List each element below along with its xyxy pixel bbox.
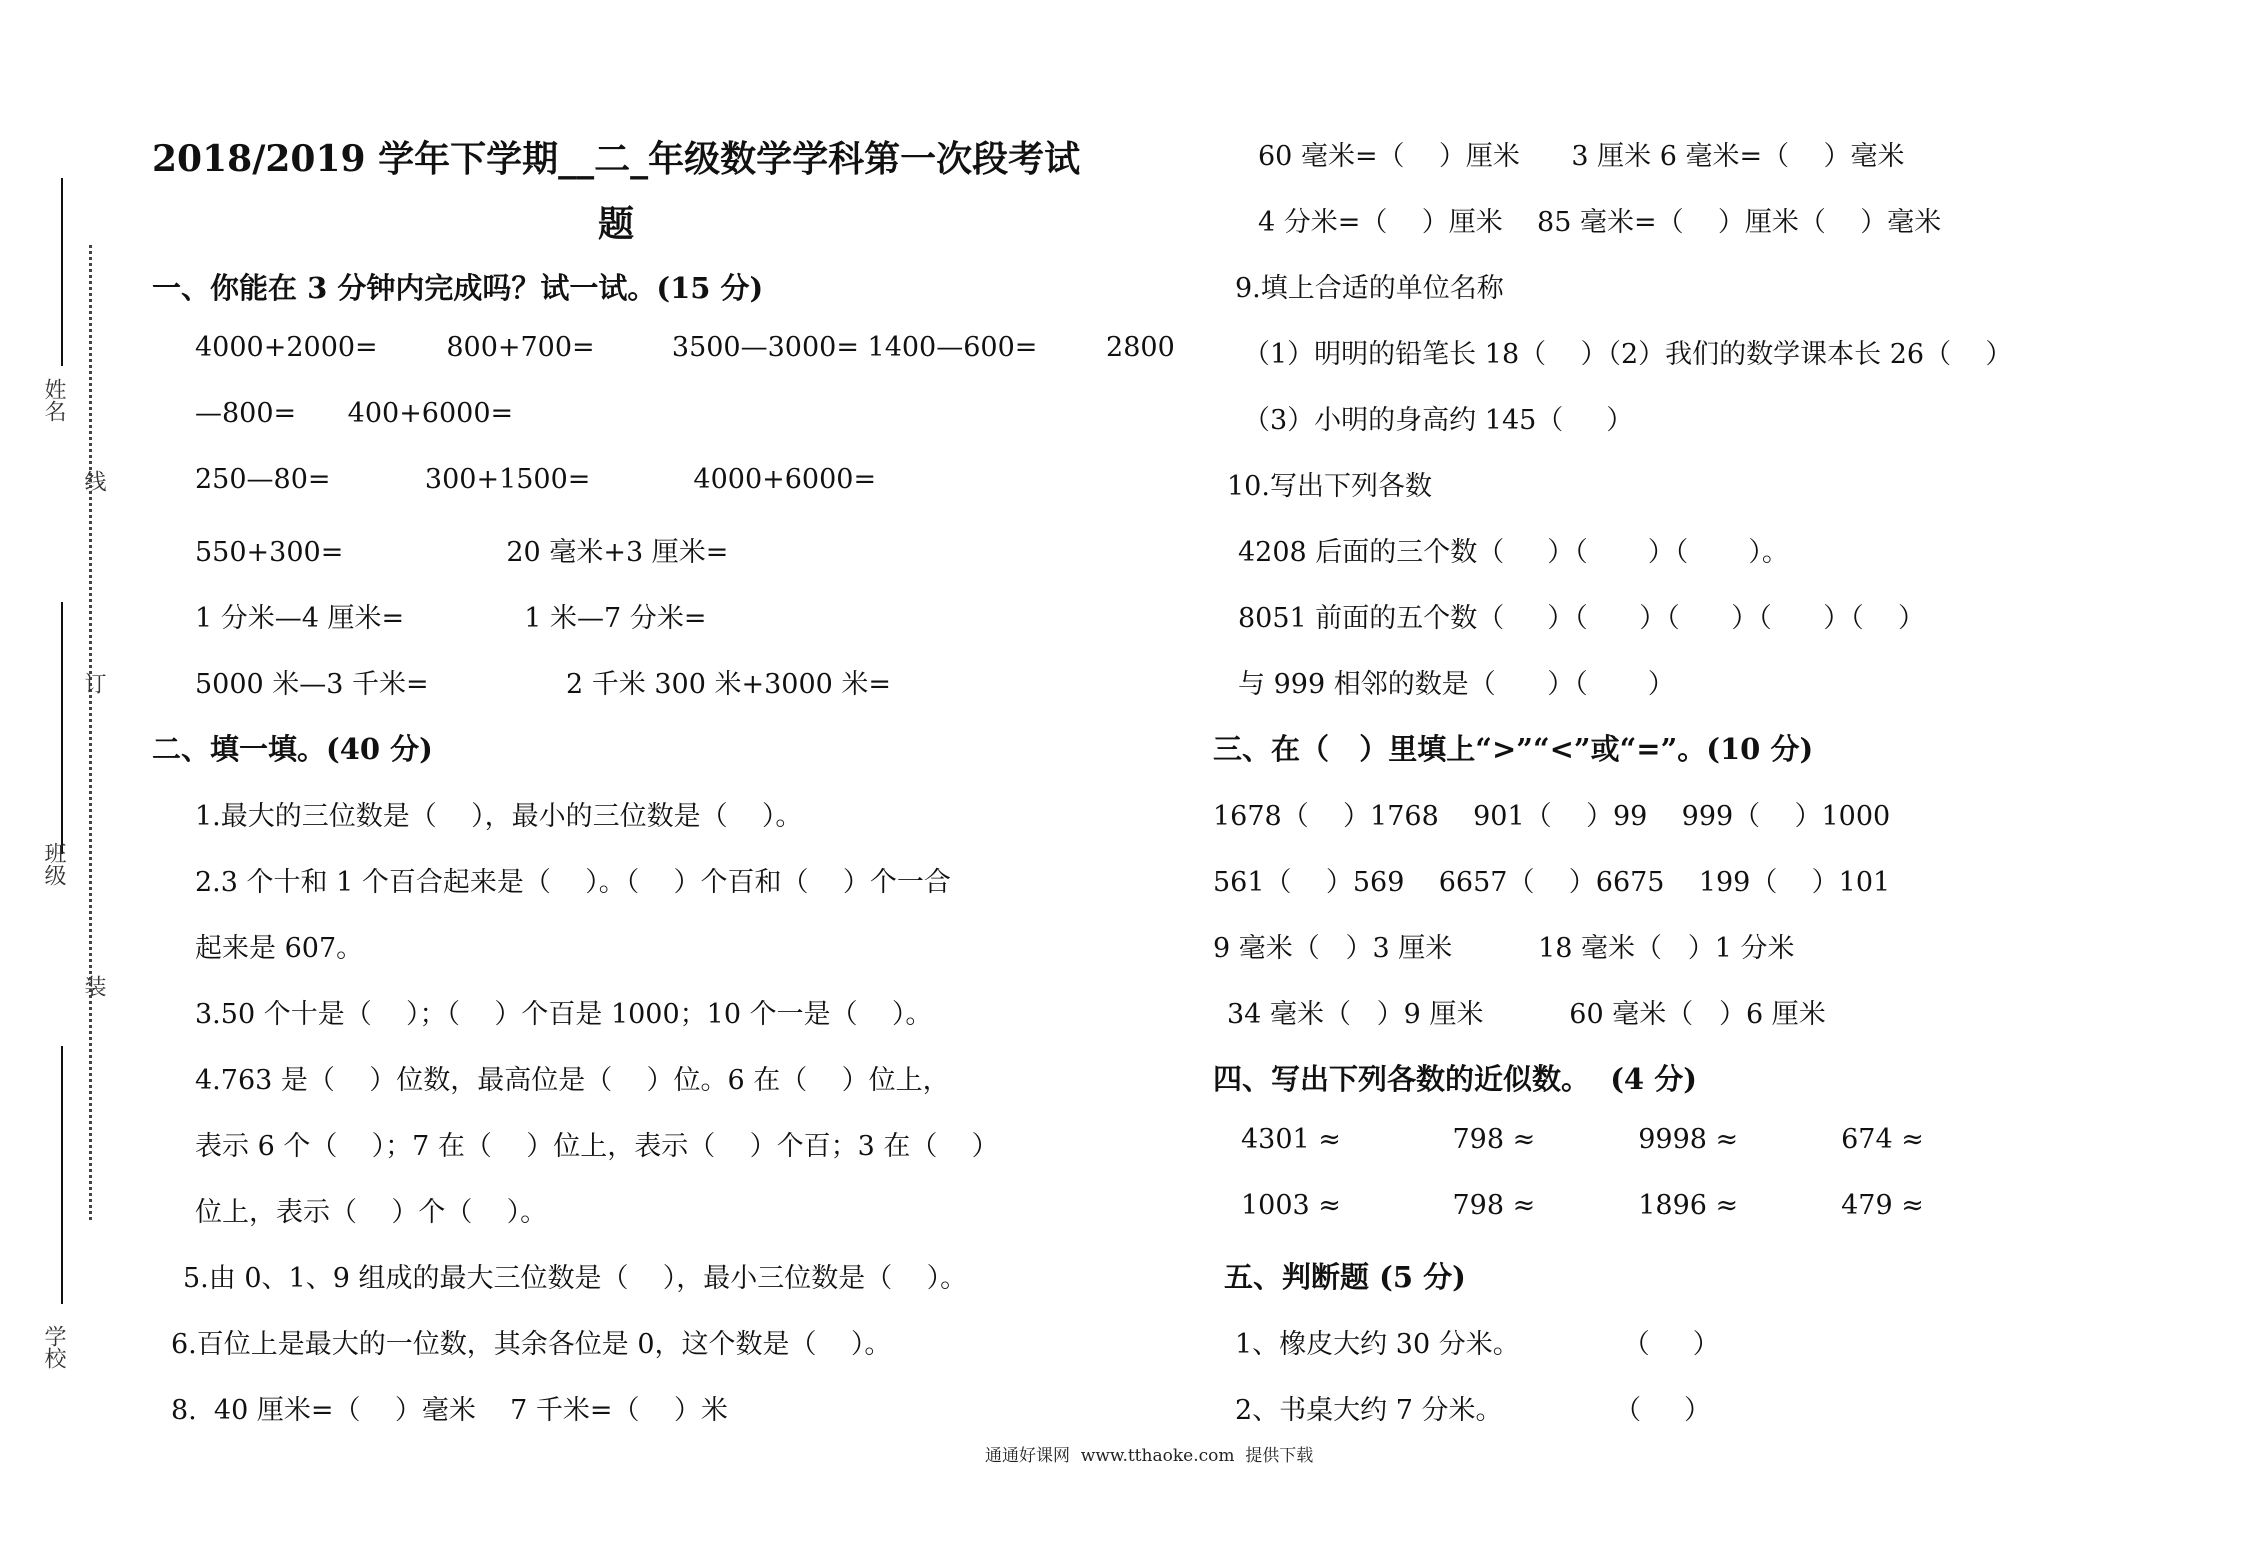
right-line: 561（ ）569 6657（ ）6675 199（ ）101 (1213, 867, 1891, 898)
right-line: 1、橡皮大约 30 分米。 （ ） (1235, 1329, 1720, 1360)
right-line: 4 分米=（ ）厘米 85 毫米=（ ）厘米（ ）毫米 (1258, 207, 1942, 238)
section-2-heading: 二、填一填。(40 分) (152, 732, 433, 766)
right-line: 34 毫米（ ）9 厘米 60 毫米（ ）6 厘米 (1227, 999, 1826, 1030)
right-line: 8051 前面的五个数（ ）（ ）（ ）（ ）（ ） (1238, 603, 1926, 634)
section-1-heading: 一、你能在 3 分钟内完成吗？试一试。(15 分) (152, 271, 764, 305)
page-title-cont: 题 (598, 203, 635, 245)
left-line: 2.3 个十和 1 个百合起来是（ ）。（ ）个百和（ ）个一合 (195, 867, 951, 898)
left-line: 位上，表示（ ）个（ ）。 (195, 1197, 548, 1228)
binding-label-ding: 订 (81, 672, 106, 694)
right-line: （1）明明的铅笔长 18（ ）（2）我们的数学课本长 26（ ） (1243, 339, 2013, 370)
right-line: 1003 ≈ 798 ≈ 1896 ≈ 479 ≈ (1241, 1190, 1924, 1221)
binding-label-xian: 线 (81, 470, 106, 492)
left-line: 1 分米—4 厘米= 1 米—7 分米= (195, 603, 707, 634)
binding-label-zhuang: 装 (81, 975, 106, 997)
right-line: 9 毫米（ ）3 厘米 18 毫米（ ）1 分米 (1213, 933, 1795, 964)
section-5-heading: 五、判断题 (5 分) (1224, 1260, 1466, 1294)
left-line: 表示 6 个（ ）；7 在（ ）位上，表示（ ）个百；3 在（ ） (195, 1131, 999, 1162)
binding-rule-2 (61, 602, 63, 854)
left-line: 5000 米—3 千米= 2 千米 300 米+3000 米= (195, 669, 892, 700)
right-line: 10.写出下列各数 (1227, 471, 1432, 502)
left-line: —800= 400+6000= (195, 398, 514, 429)
left-line: 8. 40 厘米=（ ）毫米 7 千米=（ ）米 (171, 1395, 728, 1426)
section-4-heading: 四、写出下列各数的近似数。 (4 分) (1213, 1062, 1697, 1096)
left-line: 1.最大的三位数是（ ），最小的三位数是（ ）。 (195, 801, 803, 832)
binding-label-class: 班级 (41, 842, 66, 886)
right-line: 4301 ≈ 798 ≈ 9998 ≈ 674 ≈ (1241, 1124, 1924, 1155)
binding-rule-3 (61, 1046, 63, 1304)
left-line: 4.763 是（ ）位数，最高位是（ ）位。6 在（ ）位上， (195, 1065, 950, 1096)
footer-credit: 通通好课网 www.tthaoke.com 提供下载 (985, 1446, 1314, 1466)
right-line: 4208 后面的三个数（ ）（ ）（ ）。 (1238, 537, 1789, 568)
left-line: 5.由 0、1、9 组成的最大三位数是（ ），最小三位数是（ ）。 (183, 1263, 968, 1294)
page-title: 2018/2019 学年下学期__二_年级数学学科第一次段考试 (152, 138, 1081, 180)
right-line: 与 999 相邻的数是（ ）（ ） (1238, 669, 1675, 700)
left-line: 550+300= 20 毫米+3 厘米= (195, 537, 729, 568)
section-3-heading: 三、在（ ）里填上“>”“<”或“=”。(10 分) (1213, 732, 1814, 766)
right-line: （3）小明的身高约 145（ ） (1243, 405, 1634, 436)
right-line: 9.填上合适的单位名称 (1235, 273, 1504, 304)
right-line: 1678（ ）1768 901（ ）99 999（ ）1000 (1213, 801, 1891, 832)
right-line: 60 毫米=（ ）厘米 3 厘米 6 毫米=（ ）毫米 (1258, 141, 1905, 172)
left-line: 起来是 607。 (195, 933, 364, 964)
right-line: 2、书桌大约 7 分米。 （ ） (1235, 1395, 1712, 1426)
left-line: 3.50 个十是（ ）；（ ）个百是 1000；10 个一是（ ）。 (195, 999, 933, 1030)
binding-label-name: 姓名 (41, 378, 66, 422)
left-line: 4000+2000= 800+700= 3500—3000= 1400—600= 2800 (195, 332, 1175, 363)
binding-rule-1 (61, 178, 63, 366)
left-line: 6.百位上是最大的一位数，其余各位是 0，这个数是（ ）。 (171, 1329, 892, 1360)
binding-dotted-line (89, 245, 92, 1220)
binding-label-school: 学校 (41, 1325, 66, 1369)
left-line: 250—80= 300+1500= 4000+6000= (195, 464, 877, 495)
